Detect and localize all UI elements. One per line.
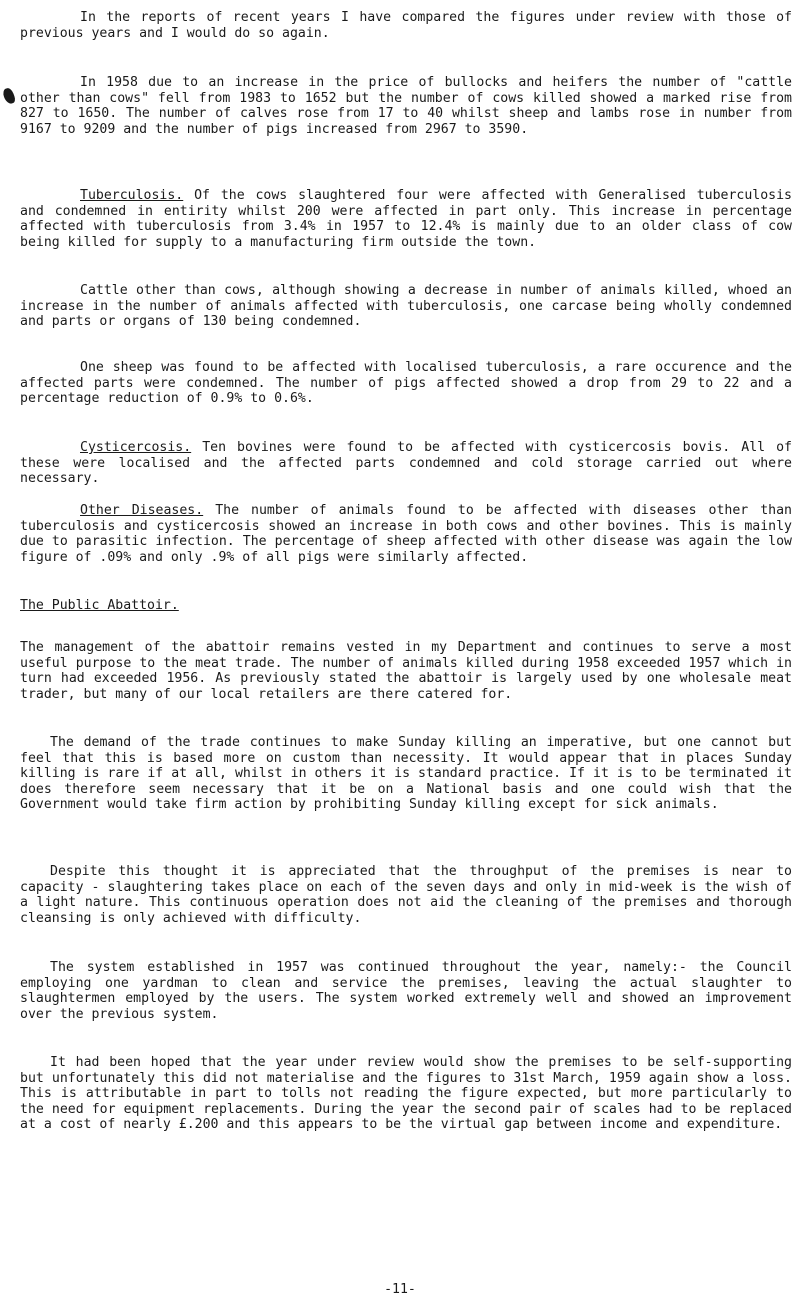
sheep-pigs-tb-paragraph: One sheep was found to be affected with localised tuberculosis, a rare occurence and the affected parts were condemned. The number of pigs affected showed a drop from 29 to 22 and a percentage reduction of 0.9% to 0.6%. xyxy=(20,360,800,407)
cysticercosis-paragraph xyxy=(20,440,800,487)
other-diseases-heading: Other Diseases. xyxy=(80,503,204,518)
public-abattoir-heading-line xyxy=(20,598,792,614)
cysticercosis-heading: Cysticercosis. xyxy=(80,440,192,455)
ink-blot-mark xyxy=(2,87,17,105)
other-diseases-text: The number of animals found to be affected with diseases other than tuberculosis and cysticercosis showed an increase in both cows and other bovines. This is mainly due to parasitic infection. The percentage of sheep affected with other disease was again the low figure of .09% and only .9% of all pigs were similarly affected. xyxy=(20,503,800,565)
tuberculosis-heading: Tuberculosis. xyxy=(80,188,184,203)
paragraph-1958-figures: In 1958 due to an increase in the price of bullocks and heifers the number of "cattle other than cows" fell from 1983 to 1652 but the number of cows killed showed a marked rise from 827 to 1650. The number of calves rose from 17 to 40 whilst sheep and lambs rose in number from 9167 to 9209 and the number of pigs increased from 2967 to 3590. xyxy=(20,75,800,137)
tuberculosis-text: Of the cows slaughtered four were affected with Generalised tuberculosis and condemned in entirity whilst 200 were affected in part only. This increase in percentage affected with tuberculosis from 3.4% in 1957 to 12.4% is mainly due to an older class of cow being killed for supply to a manufacturing firm outside the town. xyxy=(20,188,800,250)
intro-paragraph: In the reports of recent years I have compared the figures under review with those of previous years and I would do so again. xyxy=(20,10,800,41)
cattle-other-than-cows-paragraph: Cattle other than cows, although showing a decrease in number of animals killed, whoed an increase in the number of animals affected with tuberculosis, one carcase being wholly condemned and parts or organs of 130 being condemned. xyxy=(20,283,800,330)
cysticercosis-text: Ten bovines were found to be affected with cysticercosis bovis. All of these were localised and the affected parts condemned and cold storage carried out where necessary. xyxy=(20,440,800,487)
self-supporting-paragraph: It had been hoped that the year under review would show the premises to be self-supporting but unfortunately this did not materialise and the figures to 31st March, 1959 again show a loss. This is attributable in part to tolls not reading the figure expected, but more particularly to the need for equipment replacements. During the year the second pair of scales had to be replaced at a cost of nearly £.200 and this appears to be the virtual gap between income and expenditure. xyxy=(20,1055,800,1133)
abattoir-management-paragraph: The management of the abattoir remains vested in my Department and continues to serve a most useful purpose to the meat trade. The number of animals killed during 1958 exceeded 1957 which in turn had exceeded 1956. As previously stated the abattoir is largely used by one wholesale meat trader, but many of our local retailers are there catered for. xyxy=(20,640,800,702)
page-number: -11- xyxy=(384,1282,416,1297)
throughput-paragraph: Despite this thought it is appreciated that the throughput of the premises is near to capacity - slaughtering takes place on each of the seven days and only in mid-week is the wish of a light nature. This continuous operation does not aid the cleaning of the premises and thorough cleansing is only achieved with difficulty. xyxy=(20,864,800,926)
other-diseases-paragraph xyxy=(20,503,800,565)
tuberculosis-paragraph xyxy=(20,188,800,250)
public-abattoir-heading: The Public Abattoir. xyxy=(20,598,179,613)
system-paragraph: The system established in 1957 was continued throughout the year, namely:- the Council employing one yardman to clean and service the premises, leaving the actual slaughter to slaughtermen employed by the users. The system worked extremely well and showed an improvement over the previous system. xyxy=(20,960,800,1022)
sunday-killing-paragraph: The demand of the trade continues to make Sunday killing an imperative, but one cannot but feel that this is based more on custom than necessity. It would appear that in places Sunday killing is rare if at all, whilst in others it is standard practice. If it is to be terminated it does therefore seem necessary that it be on a National basis and one could wish that the Government would take firm action by prohibiting Sunday killing except for sick animals. xyxy=(20,735,800,813)
